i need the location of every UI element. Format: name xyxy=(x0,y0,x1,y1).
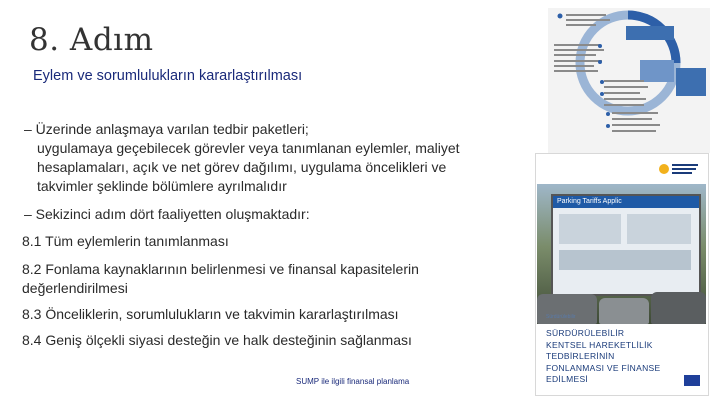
cover-title-line: EDİLMESİ xyxy=(546,374,589,384)
cover-title-line: KENTSEL HAREKETLİLİK xyxy=(546,339,653,350)
bullet-line: takvimler şeklinde bölümlere ayrılmalıdır xyxy=(37,178,287,194)
cover-title-line: FONLANMASI VE FİNANSE xyxy=(546,362,661,373)
diagram-box xyxy=(626,26,674,40)
activity-8-1: 8.1 Tüm eylemlerin tanımlanması xyxy=(22,233,229,249)
parking-sign xyxy=(551,194,701,296)
sign-title: Parking Tariffs Applic xyxy=(553,196,699,208)
car-shape xyxy=(599,298,649,324)
bullet-line: – Üzerinde anlaşmaya varılan tedbir paketleri; xyxy=(24,121,309,137)
eu-flag-icon xyxy=(684,375,700,386)
activity-8-3: 8.3 Önceliklerin, sorumlulukların ve takvimin kararlaştırılması xyxy=(22,306,399,322)
cover-title-line: SÜRDÜRÜLEBİLİR xyxy=(546,328,625,338)
sign-panel xyxy=(559,250,691,270)
cover-title xyxy=(546,328,696,386)
cover-small-label: Sürdürülebilir xyxy=(546,314,576,320)
bullet-line: hesaplamaları, açık ve net görev dağılımı, uygulama öncelikleri ve xyxy=(37,159,447,175)
slide-title: 8. Adım xyxy=(29,22,154,58)
car-shape xyxy=(651,292,706,324)
diagram-graphic xyxy=(548,8,710,153)
bullet-activities-intro: – Sekizinci adım dört faaliyetten oluşmaktadır: xyxy=(24,206,310,222)
sign-panel xyxy=(627,214,691,244)
activity-8-2-cont: değerlendirilmesi xyxy=(22,280,128,296)
report-cover-image xyxy=(535,153,709,396)
activity-8-2: 8.2 Fonlama kaynaklarının belirlenmesi ve finansal kapasitelerin xyxy=(22,261,419,277)
sun-logo-icon xyxy=(656,160,700,180)
diagram-box xyxy=(676,68,706,96)
parking-photo xyxy=(537,184,706,324)
sump-cycle-diagram xyxy=(548,8,710,153)
bullet-measures xyxy=(24,120,534,196)
activity-8-4: 8.4 Geniş ölçekli siyasi desteğin ve halk desteğinin sağlanması xyxy=(22,332,412,348)
image-caption: SUMP ile ilgili finansal planlama xyxy=(296,377,410,386)
bullet-line: uygulamaya geçebilecek görevler veya tanımlanan eylemler, maliyet xyxy=(37,140,460,156)
sign-panel xyxy=(559,214,621,244)
cover-title-line: TEDBİRLERİNİN xyxy=(546,351,615,361)
slide-subtitle: Eylem ve sorumlulukların kararlaştırılması xyxy=(33,68,303,84)
diagram-box xyxy=(640,60,674,82)
